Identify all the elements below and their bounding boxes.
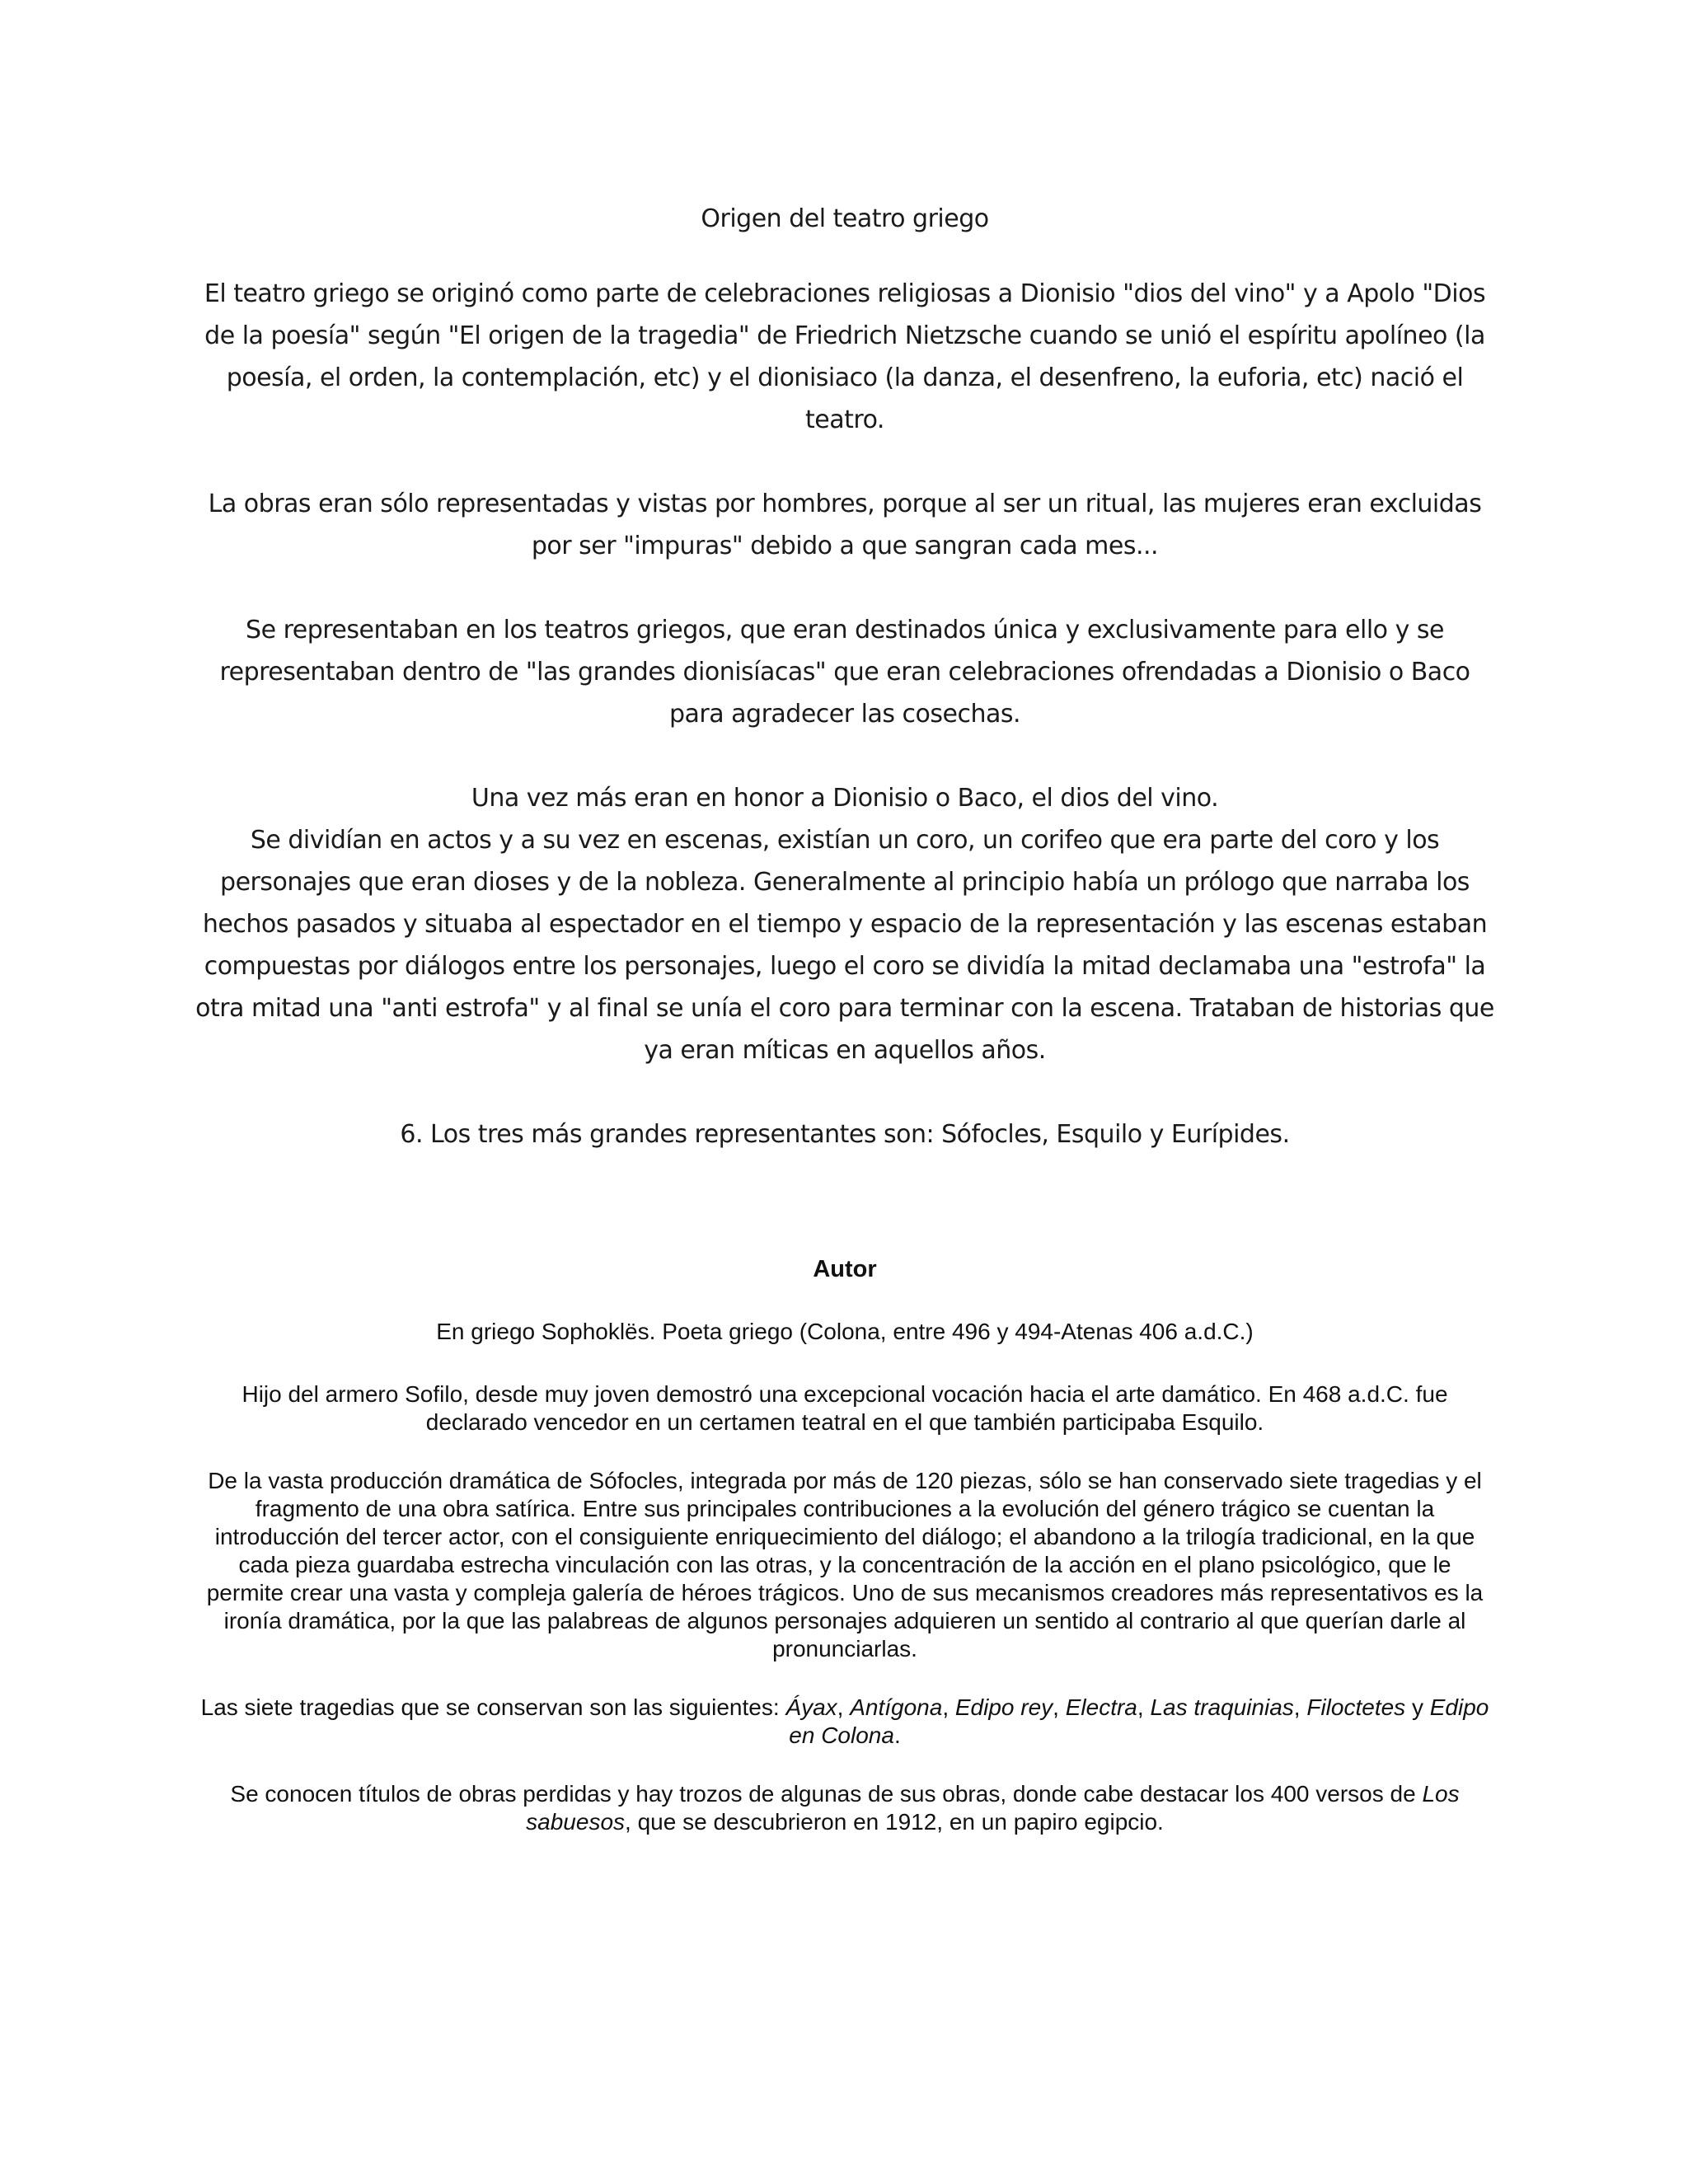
tragedia-title: Antígona bbox=[850, 1694, 943, 1720]
paragraph-representantes: 6. Los tres más grandes representantes son: Sófocles, Esquilo y Eurípides. bbox=[400, 1120, 1290, 1149]
perdidas-lead: Se conocen títulos de obras perdidas y hay trozos de algunas de sus obras, donde cabe destacar los 400 versos de bbox=[230, 1781, 1423, 1807]
separator: , bbox=[837, 1694, 851, 1720]
autor-heading: Autor bbox=[813, 1256, 877, 1282]
paragraph-actos: Se dividían en actos y a su vez en escenas, existían un coro, un corifeo que era parte del coro y los personajes que eran dioses y de la nobleza. Generalmente al principio había un prólogo que narraba los hechos pasados y situaba al espectador en el tiempo y espacio de la representación y las escenas estaban compuestas por diálogos entre los personajes, luego el coro se dividía la mitad declamaba una "estrofa" la otra mitad una "anti estrofa" y al final se unía el coro para terminar con la escena. Trataban de historias que ya eran míticas en aquellos años. bbox=[195, 826, 1494, 1065]
tragedia-title: Las traquinias bbox=[1150, 1694, 1294, 1720]
paragraph-estructura bbox=[194, 777, 1496, 1071]
autor-obra: De la vasta producción dramática de Sófocles, integrada por más de 120 piezas, sólo se han conservado siete tragedias y el fragmento de una obra satírica. Entre sus principales contribuciones a la evolución del género trágico se cuentan la introducción del tercer actor, con el consiguiente enriquecimiento del diálogo; el abandono a la trilogía tradicional, en la que cada pieza guardaba estrecha vinculación con las otras, y la concentración de la acción en el plano psicológico, que le permite crear una vasta y compleja galería de héroes trágicos. Uno de sus mecanismos creadores más representativos es la ironía dramática, por la que las palabreas de algunos personajes adquieren un sentido al contrario al que querían darle al pronunciarlas. bbox=[206, 1468, 1484, 1661]
autor-intro: En griego Sophoklës. Poeta griego (Colona, entre 496 y 494-Atenas 406 a.d.C.) bbox=[436, 1319, 1254, 1344]
separator: . bbox=[893, 1722, 901, 1748]
autor-bio: Hijo del armero Sofilo, desde muy joven demostró una excepcional vocación hacia el arte damático. En 468 a.d.C. fue declarado vencedor en un certamen teatral en el que también participaba Esquilo. bbox=[241, 1381, 1448, 1435]
section-title: Origen del teatro griego bbox=[701, 204, 989, 233]
tragedia-title: Edipo rey bbox=[954, 1694, 1053, 1720]
separator: y bbox=[1405, 1694, 1430, 1720]
obra-title: Los sabuesos bbox=[526, 1781, 1460, 1835]
separator: , bbox=[942, 1694, 955, 1720]
paragraph-honor-line: Una vez más eran en honor a Dionisio o Baco, el dios del vino. bbox=[471, 784, 1219, 813]
autor-section bbox=[198, 1255, 1492, 1867]
perdidas-rest: , que se descubrieron en 1912, en un papiro egipcio. bbox=[625, 1809, 1164, 1835]
paragraph-origen: El teatro griego se originó como parte de celebraciones religiosas a Dionisio "dios del vino" y a Apolo "Dios de la poesía" según "El origen de la tragedia" de Friedrich Nietzsche cuando se unió el espíritu apolíneo (la poesía, el orden, la contemplación, etc) y el dionisiaco (la danza, el desenfreno, la euforia, etc) nació el teatro. bbox=[204, 279, 1486, 434]
tragedia-title: Áyax bbox=[785, 1694, 837, 1720]
separator: , bbox=[1293, 1694, 1307, 1720]
paragraph-teatros: Se representaban en los teatros griegos, que eran destinados única y exclusivamente para ello y se representaban dentro de "las grandes dionisíacas" que eran celebraciones ofrendadas a Dionisio o Baco para agradecer las cosechas. bbox=[219, 616, 1470, 729]
origen-section bbox=[194, 198, 1496, 1197]
separator: , bbox=[1137, 1694, 1151, 1720]
tragedia-title: Electra bbox=[1065, 1694, 1137, 1720]
autor-tragedias bbox=[198, 1694, 1492, 1750]
tragedia-title: Edipo en Colona bbox=[789, 1694, 1489, 1748]
separator: , bbox=[1053, 1694, 1066, 1720]
paragraph-hombres: La obras eran sólo representadas y vistas por hombres, porque al ser un ritual, las mujeres eran excluidas por ser "impuras" debido a que sangran cada mes... bbox=[208, 490, 1482, 560]
tragedias-lead: Las siete tragedias que se conservan son las siguientes: bbox=[200, 1694, 786, 1720]
tragedia-title: Filoctetes bbox=[1306, 1694, 1406, 1720]
autor-perdidas bbox=[198, 1780, 1492, 1836]
